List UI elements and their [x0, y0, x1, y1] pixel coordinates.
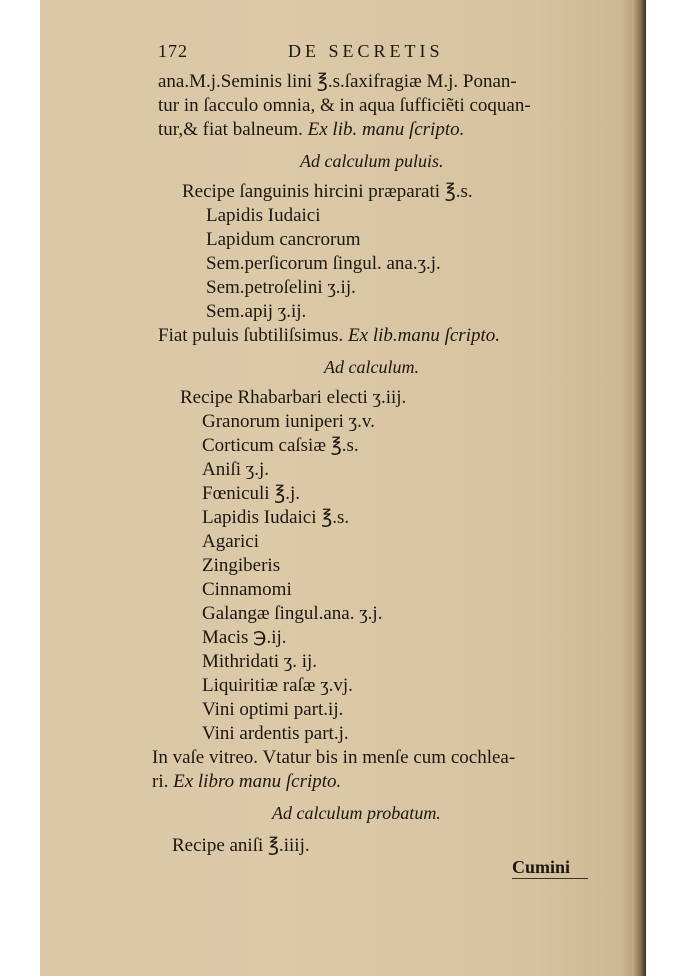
page-gutter-shadow	[622, 0, 632, 976]
page-edge	[632, 0, 646, 976]
ingredient-line: Cinnamomi	[202, 579, 292, 600]
ingredient-line: Lapidis Iudaici	[206, 205, 321, 226]
ingredient-line: Galangæ ſingul.ana. ʒ.j.	[202, 603, 383, 624]
book-page	[40, 0, 646, 976]
ingredient-line: Corticum caſsiæ ℥.s.	[202, 435, 359, 456]
recipe-line: Recipe aniſi ℥.iiij.	[172, 835, 310, 856]
text-line	[158, 118, 464, 141]
recipe-line: Recipe Rhabarbari electi ʒ.iij.	[180, 387, 407, 408]
ingredient-line: Mithridati ʒ. ij.	[202, 651, 318, 672]
ingredient-line: Sem.apij ʒ.ij.	[206, 301, 307, 322]
ingredient-line: Sem.petroſelini ʒ.ij.	[206, 277, 356, 298]
catchword-underline	[512, 878, 588, 879]
ingredient-line: Liquiritiæ raſæ ʒ.vj.	[202, 675, 353, 696]
ingredient-line: Vini optimi part.ij.	[202, 699, 344, 720]
page-number: 172	[158, 41, 188, 61]
text-line	[152, 770, 341, 793]
section-heading: Ad calculum puluis.	[300, 151, 444, 171]
ingredient-line: Lapidis Iudaici ℥.s.	[202, 507, 350, 528]
ingredient-line: Granorum iuniperi ʒ.v.	[202, 411, 375, 432]
ingredient-line: Fœniculi ℥.j.	[202, 483, 301, 504]
text-roman: tur,& fiat balneum.	[158, 119, 303, 140]
running-title: DE SECRETIS	[288, 41, 444, 61]
text-line	[158, 324, 500, 347]
text-roman: ri.	[152, 771, 169, 792]
source-citation: Ex lib. manu ſcripto.	[307, 119, 465, 140]
ingredient-line: Aniſi ʒ.j.	[202, 459, 270, 480]
text-line: ana.M.j.Seminis lini ℥.s.ſaxifragiæ M.j. Ponan-	[158, 71, 517, 92]
text-line: In vaſe vitreo. Vtatur bis in menſe cum cochlea-	[152, 747, 516, 768]
ingredient-line: Macis ℈.ij.	[202, 627, 287, 648]
ingredient-line: Sem.perſicorum ſingul. ana.ʒ.j.	[206, 253, 441, 274]
ingredient-line: Zingiberis	[202, 555, 281, 576]
ingredient-line: Agarici	[202, 531, 259, 552]
source-citation: Ex lib.manu ſcripto.	[348, 325, 501, 346]
ingredient-line: Lapidum cancrorum	[206, 229, 361, 250]
source-citation: Ex libro manu ſcripto.	[173, 771, 342, 792]
ingredient-line: Vini ardentis part.j.	[202, 723, 349, 744]
text-line: tur in ſacculo omnia, & in aqua ſufficiẽti coquan-	[158, 95, 531, 116]
text-roman: Fiat puluis ſubtiliſsimus.	[158, 325, 344, 346]
catchword: Cumini	[512, 857, 571, 877]
recipe-line: Recipe ſanguinis hircini præparati ℥.s.	[182, 181, 473, 202]
section-heading: Ad calculum probatum.	[272, 803, 441, 823]
section-heading: Ad calculum.	[324, 357, 419, 377]
